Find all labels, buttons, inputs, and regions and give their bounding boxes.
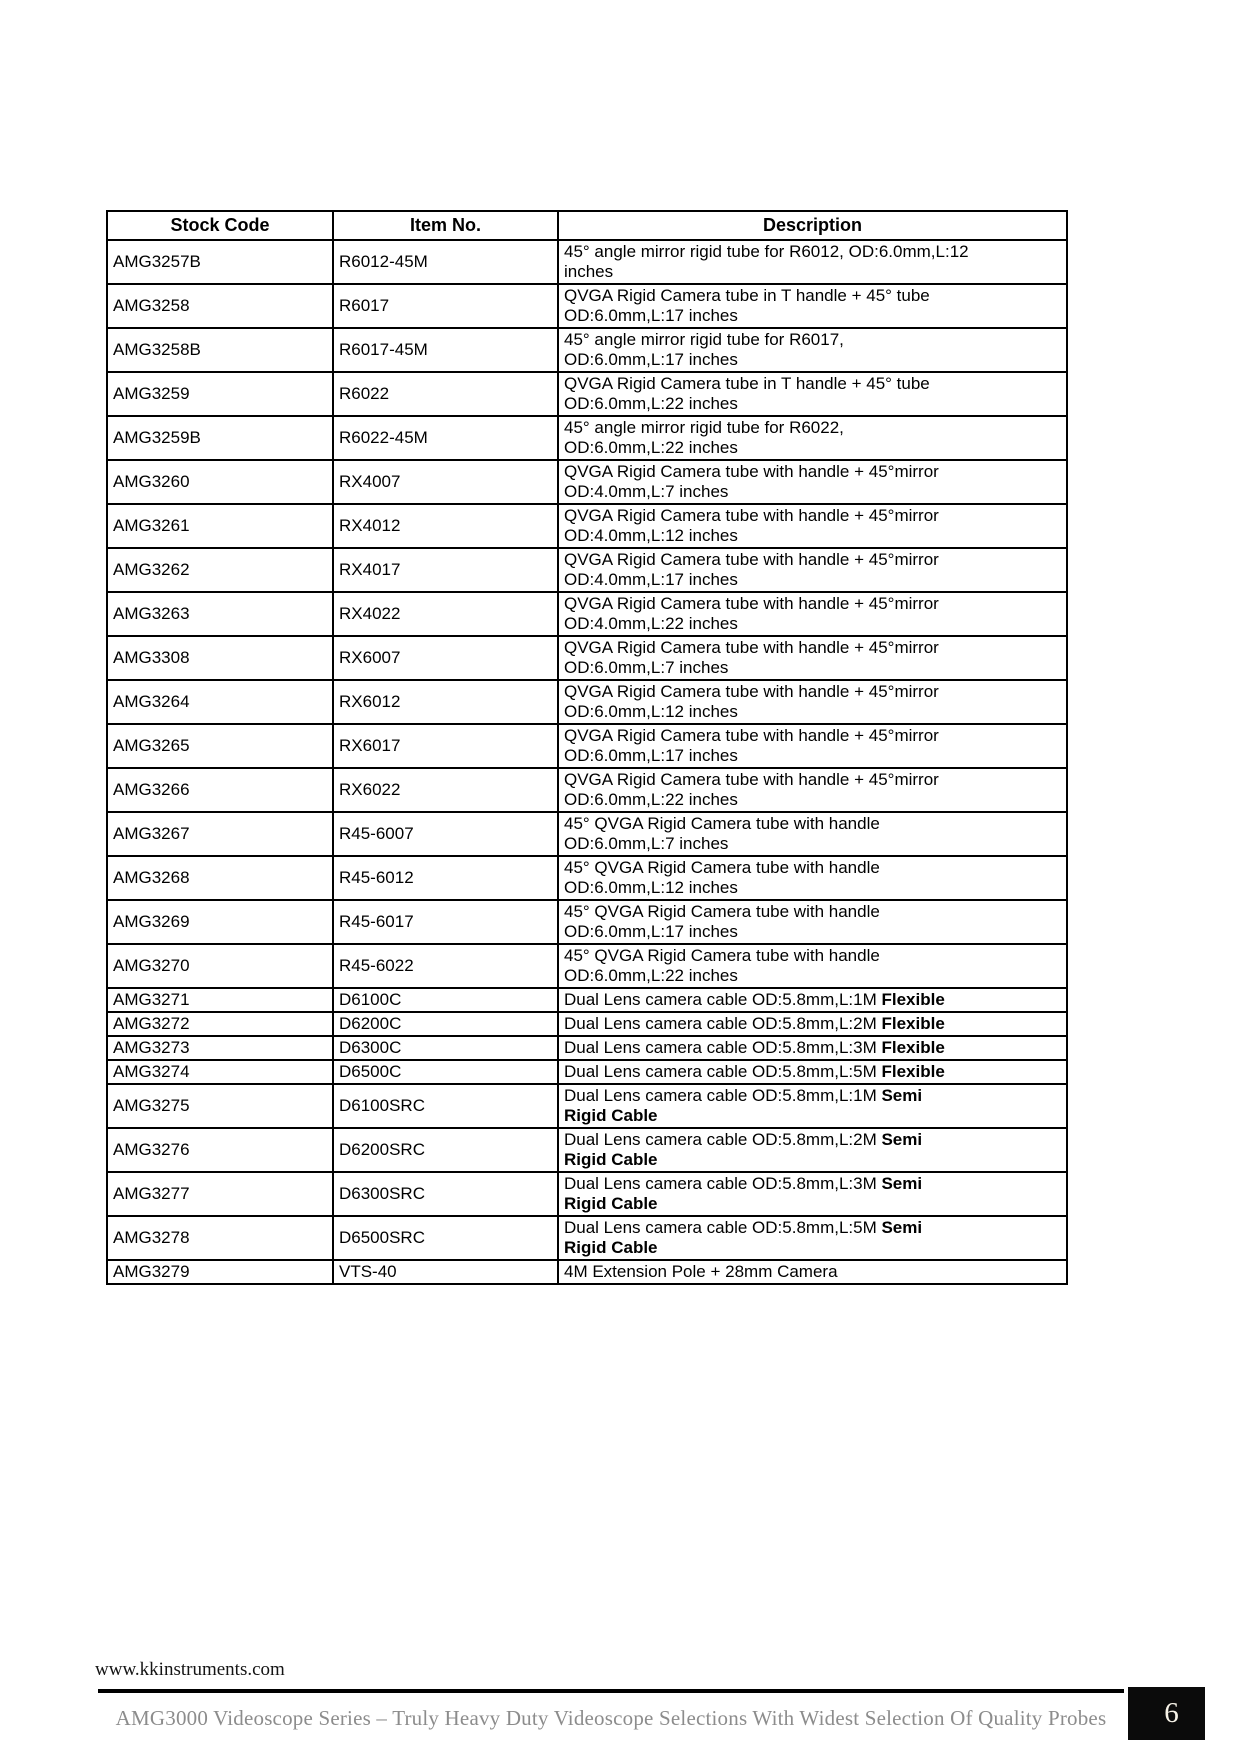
stock-code-cell: AMG3269 xyxy=(107,900,333,944)
item-no-cell: R45-6017 xyxy=(333,900,558,944)
stock-code-header: Stock Code xyxy=(107,211,333,240)
table-row xyxy=(107,636,1067,680)
stock-code-cell: AMG3263 xyxy=(107,592,333,636)
item-no-cell: D6300C xyxy=(333,1036,558,1060)
stock-code-cell: AMG3265 xyxy=(107,724,333,768)
item-no-cell: D6200SRC xyxy=(333,1128,558,1172)
item-no-cell: RX4012 xyxy=(333,504,558,548)
description-cell: QVGA Rigid Camera tube with handle + 45°mirror OD:4.0mm,L:22 inches xyxy=(558,592,1067,636)
stock-code-cell: AMG3308 xyxy=(107,636,333,680)
item-no-cell: RX4007 xyxy=(333,460,558,504)
table-row xyxy=(107,240,1067,284)
item-no-cell: D6500SRC xyxy=(333,1216,558,1260)
table-row xyxy=(107,504,1067,548)
description-cell: QVGA Rigid Camera tube with handle + 45°mirror OD:6.0mm,L:22 inches xyxy=(558,768,1067,812)
stock-code-cell: AMG3270 xyxy=(107,944,333,988)
website-url: www.kkinstruments.com xyxy=(95,1659,285,1680)
description-cell: QVGA Rigid Camera tube with handle + 45°mirror OD:4.0mm,L:7 inches xyxy=(558,460,1067,504)
description-cell: Dual Lens camera cable OD:5.8mm,L:3M Semi Rigid Cable xyxy=(558,1172,1067,1216)
stock-code-cell: AMG3273 xyxy=(107,1036,333,1060)
item-no-cell: D6300SRC xyxy=(333,1172,558,1216)
item-no-cell: D6100SRC xyxy=(333,1084,558,1128)
stock-code-cell: AMG3258B xyxy=(107,328,333,372)
stock-code-cell: AMG3277 xyxy=(107,1172,333,1216)
item-no-cell: VTS-40 xyxy=(333,1260,558,1284)
table-row xyxy=(107,768,1067,812)
description-cell: Dual Lens camera cable OD:5.8mm,L:2M Flexible xyxy=(558,1012,1067,1036)
description-cell: 45° angle mirror rigid tube for R6017, OD:6.0mm,L:17 inches xyxy=(558,328,1067,372)
product-table-body xyxy=(107,240,1067,1284)
item-no-cell: R6022-45M xyxy=(333,416,558,460)
description-cell: Dual Lens camera cable OD:5.8mm,L:1M Flexible xyxy=(558,988,1067,1012)
stock-code-cell: AMG3271 xyxy=(107,988,333,1012)
item-no-cell: R6017-45M xyxy=(333,328,558,372)
item-no-cell: RX6017 xyxy=(333,724,558,768)
stock-code-cell: AMG3262 xyxy=(107,548,333,592)
item-no-cell: D6500C xyxy=(333,1060,558,1084)
description-cell: 45° angle mirror rigid tube for R6012, OD:6.0mm,L:12 inches xyxy=(558,240,1067,284)
table-row xyxy=(107,1172,1067,1216)
table-row xyxy=(107,1012,1067,1036)
table-row xyxy=(107,284,1067,328)
item-no-cell: D6200C xyxy=(333,1012,558,1036)
item-no-cell: R45-6022 xyxy=(333,944,558,988)
stock-code-cell: AMG3275 xyxy=(107,1084,333,1128)
stock-code-cell: AMG3260 xyxy=(107,460,333,504)
description-cell: Dual Lens camera cable OD:5.8mm,L:5M Flexible xyxy=(558,1060,1067,1084)
table-row xyxy=(107,724,1067,768)
description-cell: QVGA Rigid Camera tube in T handle + 45° tube OD:6.0mm,L:22 inches xyxy=(558,372,1067,416)
item-no-cell: D6100C xyxy=(333,988,558,1012)
description-cell: QVGA Rigid Camera tube with handle + 45°mirror OD:4.0mm,L:12 inches xyxy=(558,504,1067,548)
table-row xyxy=(107,856,1067,900)
product-table xyxy=(106,210,1068,1285)
table-row xyxy=(107,1128,1067,1172)
description-cell: QVGA Rigid Camera tube with handle + 45°mirror OD:6.0mm,L:17 inches xyxy=(558,724,1067,768)
table-row xyxy=(107,944,1067,988)
stock-code-cell: AMG3267 xyxy=(107,812,333,856)
stock-code-cell: AMG3268 xyxy=(107,856,333,900)
stock-code-cell: AMG3258 xyxy=(107,284,333,328)
table-row xyxy=(107,1260,1067,1284)
item-no-cell: R45-6012 xyxy=(333,856,558,900)
item-no-header: Item No. xyxy=(333,211,558,240)
table-header-row xyxy=(107,211,1067,240)
description-cell: 45° angle mirror rigid tube for R6022, OD:6.0mm,L:22 inches xyxy=(558,416,1067,460)
stock-code-cell: AMG3261 xyxy=(107,504,333,548)
description-cell: Dual Lens camera cable OD:5.8mm,L:2M Semi Rigid Cable xyxy=(558,1128,1067,1172)
stock-code-cell: AMG3264 xyxy=(107,680,333,724)
stock-code-cell: AMG3276 xyxy=(107,1128,333,1172)
item-no-cell: R6012-45M xyxy=(333,240,558,284)
item-no-cell: R6017 xyxy=(333,284,558,328)
footer-tagline: AMG3000 Videoscope Series – Truly Heavy Duty Videoscope Selections With Widest Selection Of Quality Probes xyxy=(115,1706,1107,1730)
item-no-cell: RX4022 xyxy=(333,592,558,636)
table-row xyxy=(107,592,1067,636)
description-cell: QVGA Rigid Camera tube with handle + 45°mirror OD:6.0mm,L:7 inches xyxy=(558,636,1067,680)
description-cell: 45° QVGA Rigid Camera tube with handle OD:6.0mm,L:17 inches xyxy=(558,900,1067,944)
table-row xyxy=(107,1060,1067,1084)
description-cell: QVGA Rigid Camera tube with handle + 45°mirror OD:4.0mm,L:17 inches xyxy=(558,548,1067,592)
item-no-cell: R6022 xyxy=(333,372,558,416)
table-row xyxy=(107,1036,1067,1060)
stock-code-cell: AMG3272 xyxy=(107,1012,333,1036)
item-no-cell: RX6022 xyxy=(333,768,558,812)
table-row xyxy=(107,328,1067,372)
item-no-cell: RX4017 xyxy=(333,548,558,592)
table-row xyxy=(107,680,1067,724)
description-cell: Dual Lens camera cable OD:5.8mm,L:3M Flexible xyxy=(558,1036,1067,1060)
description-cell: QVGA Rigid Camera tube in T handle + 45° tube OD:6.0mm,L:17 inches xyxy=(558,284,1067,328)
table-row xyxy=(107,988,1067,1012)
table-row xyxy=(107,372,1067,416)
description-header: Description xyxy=(558,211,1067,240)
stock-code-cell: AMG3278 xyxy=(107,1216,333,1260)
table-row xyxy=(107,900,1067,944)
description-cell: 45° QVGA Rigid Camera tube with handle OD:6.0mm,L:12 inches xyxy=(558,856,1067,900)
stock-code-cell: AMG3259 xyxy=(107,372,333,416)
stock-code-cell: AMG3259B xyxy=(107,416,333,460)
table-row xyxy=(107,416,1067,460)
item-no-cell: RX6012 xyxy=(333,680,558,724)
stock-code-cell: AMG3274 xyxy=(107,1060,333,1084)
description-cell: Dual Lens camera cable OD:5.8mm,L:5M Semi Rigid Cable xyxy=(558,1216,1067,1260)
item-no-cell: R45-6007 xyxy=(333,812,558,856)
description-cell: QVGA Rigid Camera tube with handle + 45°mirror OD:6.0mm,L:12 inches xyxy=(558,680,1067,724)
stock-code-cell: AMG3279 xyxy=(107,1260,333,1284)
stock-code-cell: AMG3266 xyxy=(107,768,333,812)
table-row xyxy=(107,548,1067,592)
description-cell: Dual Lens camera cable OD:5.8mm,L:1M Semi Rigid Cable xyxy=(558,1084,1067,1128)
table-row xyxy=(107,460,1067,504)
footer-divider xyxy=(98,1689,1124,1693)
table-row xyxy=(107,1084,1067,1128)
table-row xyxy=(107,812,1067,856)
page-number: 6 xyxy=(1164,1697,1179,1729)
description-cell: 4M Extension Pole + 28mm Camera xyxy=(558,1260,1067,1284)
item-no-cell: RX6007 xyxy=(333,636,558,680)
page-number-badge xyxy=(1128,1687,1205,1740)
description-cell: 45° QVGA Rigid Camera tube with handle OD:6.0mm,L:22 inches xyxy=(558,944,1067,988)
description-cell: 45° QVGA Rigid Camera tube with handle OD:6.0mm,L:7 inches xyxy=(558,812,1067,856)
table-row xyxy=(107,1216,1067,1260)
stock-code-cell: AMG3257B xyxy=(107,240,333,284)
